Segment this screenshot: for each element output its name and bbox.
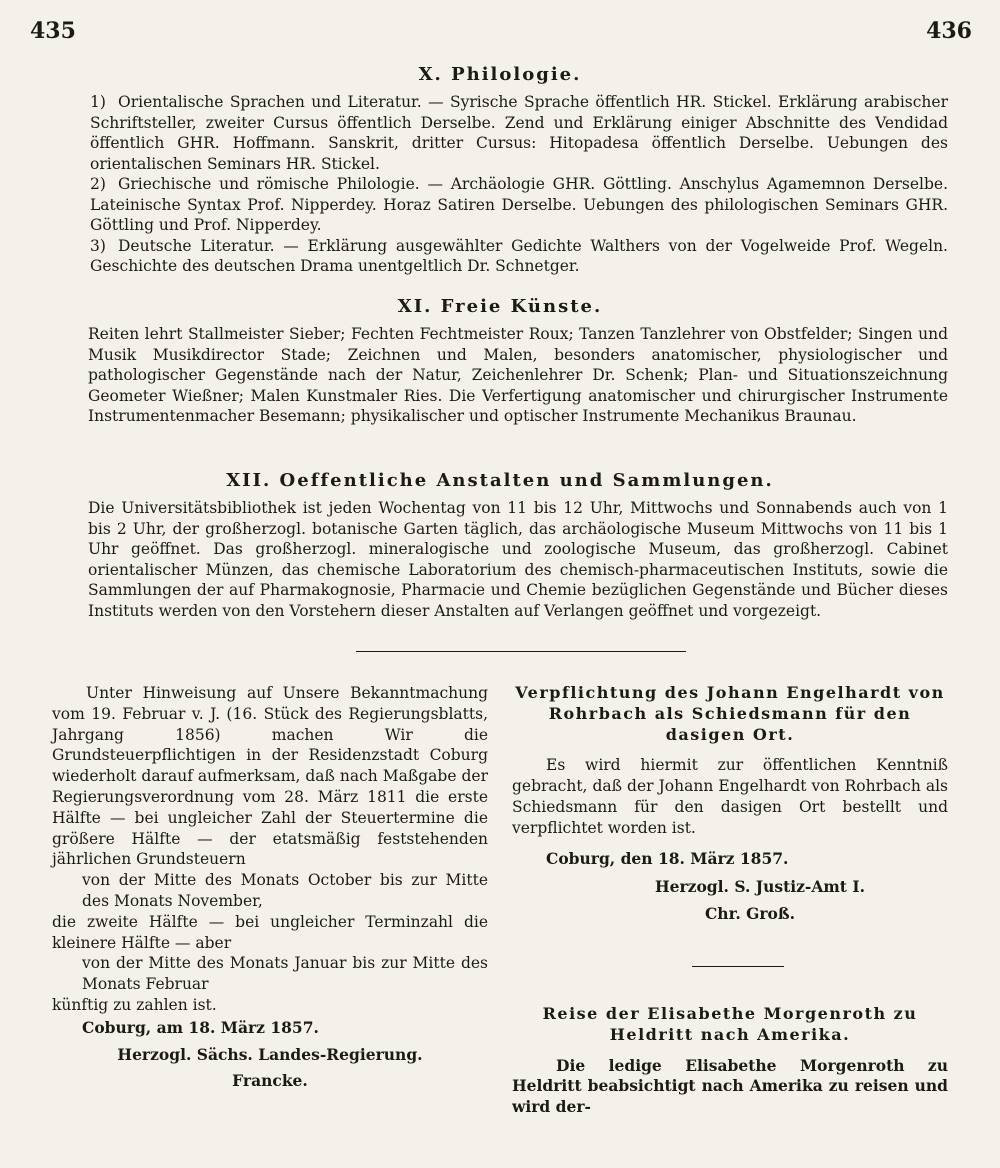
tax-notice-closing: künftig zu zahlen ist. <box>52 995 217 1014</box>
tax-notice-intro: Unter Hinweisung auf Unsere Bekanntmachung vom 19. Februar v. J. (16. Stück des Regierungsblatts, Jahrgang 1856) machen Wir die Grundsteuerpflichtigen in der Residenzstadt Coburg wiederholt darauf aufmerksam, daß nach Maßgabe der Regierungsverordnung vom 28. März 1811 die erste Hälfte — bei ungleicher Zahl der Steuertermine die größere Hälfte — der etatsmäßig feststehenden jährlichen Grundsteuern <box>52 684 488 869</box>
tax-notice-place-date: Coburg, am 18. März 1857. <box>82 1017 319 1037</box>
section-xi-title: XI. Freie Künste. <box>397 296 603 317</box>
tax-notice-signature: Francke. <box>232 1071 308 1091</box>
item-text: Orientalische Sprachen und Literatur. — Syrische Sprache öffentlich HR. Stickel. Erklärung arabischer Schriftsteller, zweiter Cursus öffentlich Derselbe. Zend und Erklärung einiger Abschnitte des Vendidad öffentlich GHR. Hoffmann. Sanskrit, dritter Cursus: Hitopadesa öffentlich Derselbe. Uebungen des orientalischen Seminars HR. Stickel. <box>90 93 948 173</box>
section-x-item-3 <box>90 236 948 277</box>
arbitrator-notice-authority: Herzogl. S. Justiz-Amt I. <box>654 877 865 897</box>
page-number-left: 435 <box>30 18 76 44</box>
arbitrator-notice-signature: Chr. Groß. <box>704 904 796 924</box>
tax-notice-authority: Herzogl. Sächs. Landes-Regierung. <box>117 1044 423 1064</box>
tax-notice-range-2: von der Mitte des Monats Januar bis zur Mitte des Monats Februar <box>82 954 488 994</box>
item-number: 3) <box>90 236 106 255</box>
section-x-title: X. Philologie. <box>418 64 582 85</box>
item-number: 2) <box>90 175 106 193</box>
page-number-right: 436 <box>926 18 972 44</box>
arbitrator-notice-heading: Verpflichtung des Johann Engelhardt von Rohrbach als Schiedsmann für den dasigen Ort. <box>515 683 945 744</box>
tax-notice-range-1: von der Mitte des Monats October bis zur Mitte des Monats November, <box>82 871 488 910</box>
item-text: Griechische und römische Philologie. — Archäologie GHR. Göttling. Anschylus Agamemnon Derselbe. Lateinische Syntax Prof. Nipperdey. Horaz Satiren Derselbe. Uebungen des philologischen Seminars GHR. Göttling und Prof. Nipperdey. <box>90 175 948 234</box>
section-x-item-2 <box>90 174 948 236</box>
section-x-body <box>90 92 948 277</box>
section-xi-body: Reiten lehrt Stallmeister Sieber; Fechten Fechtmeister Roux; Tanzen Tanzlehrer von Obstfelder; Singen und Musik Musikdirector Stade; Zeichnen und Malen, besonders anatomischer, physiologischer und pathologischer Gegenstände nach der Natur, Zeichenlehrer Dr. Schenk; Plan- und Situationszeichnung Geometer Wießner; Malen Kunstmaler Ries. Die Verfertigung anatomischer und chirurgischer Instrumente Instrumentenmacher Besemann; physikalischer und optischer Instrumente Mechanikus Braunau. <box>88 325 948 425</box>
emigration-notice-heading: Reise der Elisabethe Morgenroth zu Heldritt nach Amerika. <box>542 1004 918 1044</box>
emigration-notice-body: Die ledige Elisabethe Morgenroth zu Heldritt beabsichtigt nach Amerika zu reisen und wird der- <box>512 1055 948 1117</box>
item-text: Deutsche Literatur. — Erklärung ausgewählter Gedichte Walthers von der Vogelweide Prof. Wegeln. Geschichte des deutschen Drama unentgeltlich Dr. Schnetger. <box>90 236 948 275</box>
arbitrator-notice <box>512 683 948 925</box>
tax-notice <box>52 683 488 1092</box>
item-number: 1) <box>90 93 106 111</box>
tax-notice-second-half: die zweite Hälfte — bei ungleicher Terminzahl die kleinere Hälfte — aber <box>52 912 488 952</box>
arbitrator-notice-place-date: Coburg, den 18. März 1857. <box>546 848 789 868</box>
section-xii-body: Die Universitätsbibliothek ist jeden Wochentag von 11 bis 12 Uhr, Mittwochs und Sonnabends auch von 1 bis 2 Uhr, der großherzogl. botanische Garten täglich, das archäologische Museum Mittwochs von 11 bis 1 Uhr geöffnet. Das großherzogl. mineralogische und zoologische Museum, das großherzogl. Cabinet orientalischer Münzen, das chemische Laboratorium des chemisch-pharmaceutischen Instituts, sowie die Sammlungen der auf Pharmakognosie, Pharmacie und Chemie bezüglichen Gegenstände und Bücher dieses Instituts werden von den Vorstehern dieser Anstalten auf Verlangen geöffnet und vorgezeigt. <box>88 499 948 620</box>
notice-divider <box>692 966 784 967</box>
arbitrator-notice-body: Es wird hiermit zur öffentlichen Kenntniß gebracht, daß der Johann Engelhardt von Rohrbach als Schiedsmann für den dasigen Ort bestellt und verpflichtet worden ist. <box>512 756 948 837</box>
section-x-item-1 <box>90 92 948 174</box>
section-xii-title: XII. Oeffentliche Anstalten und Sammlungen. <box>226 470 774 491</box>
emigration-notice <box>512 1004 948 1118</box>
section-divider <box>356 651 686 652</box>
